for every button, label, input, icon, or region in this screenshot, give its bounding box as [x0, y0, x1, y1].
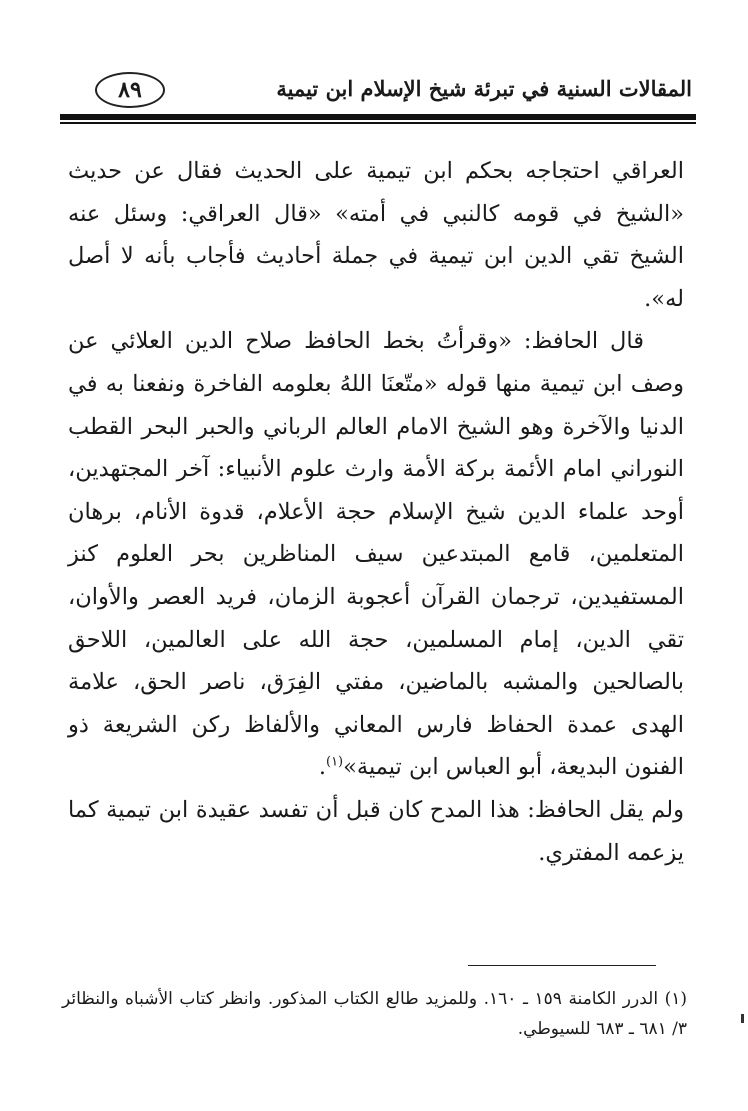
main-text	[68, 150, 684, 874]
footnotes	[62, 984, 687, 1044]
paragraph-2	[68, 320, 684, 789]
paragraph-2-text: قال الحافظ: «وقرأتُ بخط الحافظ صلاح الدين العلائي عن وصف ابن تيمية منها قوله «متّعنَا اللهُ بعلومه الفاخرة ونفعنا به في الدنيا والآخرة وهو الشيخ الامام العالم الرباني والحبر البحر القطب النوراني امام الأئمة بركة الأمة وارث علوم الأنبياء: آخر المجتهدين، أوحد علماء الدين شيخ الإسلام حجة الأعلام، قدوة الأنام، برهان المتعلمين، قامع المبتدعين سيف المناظرين بحر العلوم كنز المستفيدين، ترجمان القرآن أعجوبة الزمان، فريد العصر والأوان، تقي الدين، إمام المسلمين، حجة الله على العالمين، اللاحق بالصالحين والمشبه بالماضين، مفتي الفِرَق، ناصر الحق، علامة الهدى عمدة الحفاظ فارس المعاني والألفاظ ركن الشريعة ذو الفنون البديعة، أبو العباس ابن تيمية»	[68, 328, 684, 781]
footnote-ref-1: (١)	[325, 754, 344, 770]
header-rule-thick	[60, 114, 696, 120]
page-header	[60, 62, 696, 114]
paragraph-3: ولم يقل الحافظ: هذا المدح كان قبل أن تفسد عقيدة ابن تيمية كما يزعمه المفتري.	[68, 796, 684, 866]
footnote-1: (١) الدرر الكامنة ١٥٩ ـ ١٦٠. وللمزيد طالع الكتاب المذكور. وانظر كتاب الأشباه والنظائر ٣/ ٦٨١ ـ ٦٨٣ للسيوطي.	[62, 989, 687, 1039]
page-number: ٨٩	[95, 72, 165, 108]
header-rule-thin	[60, 122, 696, 124]
scan-edge-mark	[741, 1014, 744, 1023]
paragraph-1: العراقي احتجاجه بحكم ابن تيمية على الحديث فقال عن حديث «الشيخ في قومه كالنبي في أمته» «قال العراقي: وسئل عنه الشيخ تقي الدين ابن تيمية في جملة أحاديث فأجاب بأنه لا أصل له».	[68, 158, 685, 312]
running-title: المقالات السنية في تبرئة شيخ الإسلام ابن تيمية	[276, 76, 692, 101]
paragraph-2-end: .	[318, 754, 326, 781]
footnote-separator	[468, 965, 656, 966]
